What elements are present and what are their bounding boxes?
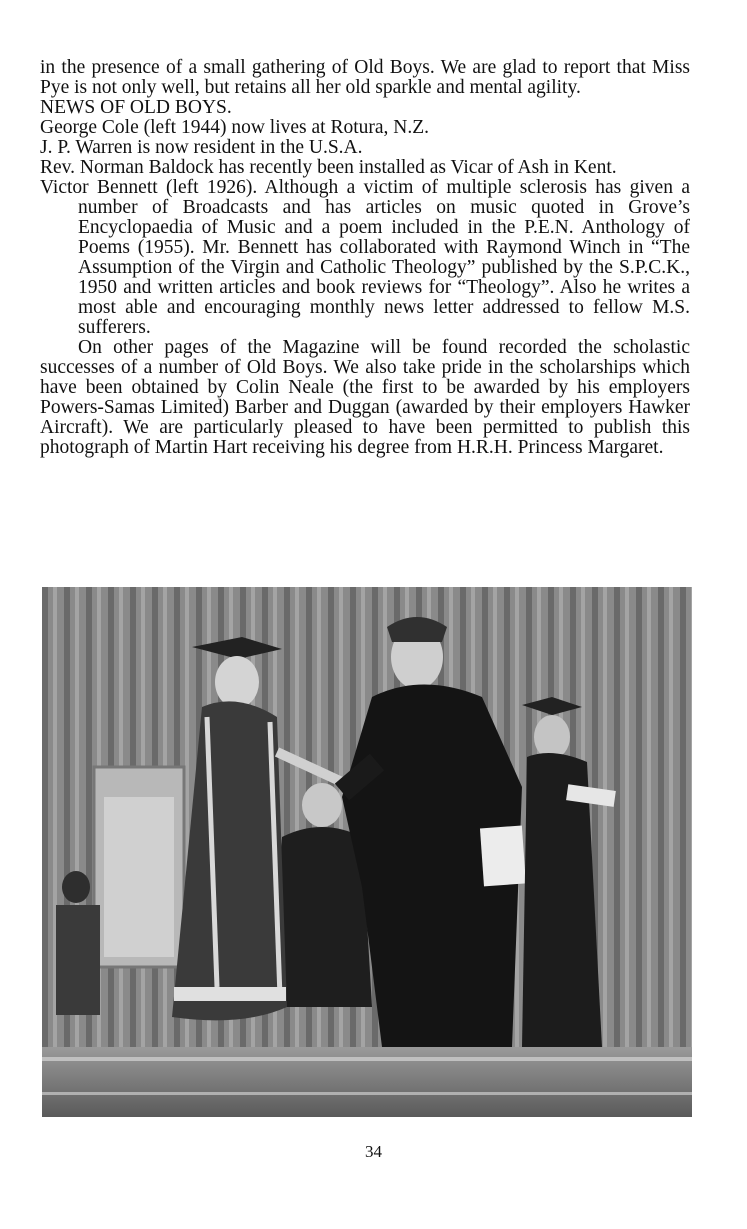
closing-paragraph: On other pages of the Magazine will be found recorded the scholastic successes of a number of Old Boys. We also take pride in the scholarships which have been obtained by Colin Neale (the first to be awarded by his employers Powers-Samas Limited) Barber and Duggan (awarded by their employers Hawker Aircraft). We are particularly pleased to have been permitted to publish this photograph of Martin Hart receiving his degree from H.R.H. Princess Margaret. (40, 337, 690, 458)
section-heading: NEWS OF OLD BOYS. (40, 97, 232, 118)
news-entry: Rev. Norman Baldock has recently been installed as Vicar of Ash in Kent. (40, 157, 617, 178)
news-entry: Victor Bennett (left 1926). Although a victim of multiple sclerosis has given a number of Broadcasts and has articles on music quoted in Grove’s Encyclopaedia of Music and a poem included in the P.E.N. Anthology of Poems (1955). Mr. Bennett has collaborated with Raymond Winch in “The Assumption of the Virgin and Catholic Theology” published by the S.P.C.K., 1950 and written articles and book reviews for “Theology”. Also he writes a most able and encouraging monthly news letter addressed to fellow M.S. sufferers. (40, 177, 690, 338)
article-text (40, 58, 690, 458)
graduation-photograph (42, 587, 692, 1117)
page-number: 34 (365, 1142, 382, 1161)
chair-shape (94, 767, 184, 967)
news-entry: George Cole (left 1944) now lives at Rotura, N.Z. (40, 117, 430, 138)
news-entry: J. P. Warren is now resident in the U.S.A. (40, 137, 363, 158)
intro-paragraph: in the presence of a small gathering of Old Boys. We are glad to report that Miss Pye is not only well, but retains all her old sparkle and mental agility. (40, 57, 690, 98)
